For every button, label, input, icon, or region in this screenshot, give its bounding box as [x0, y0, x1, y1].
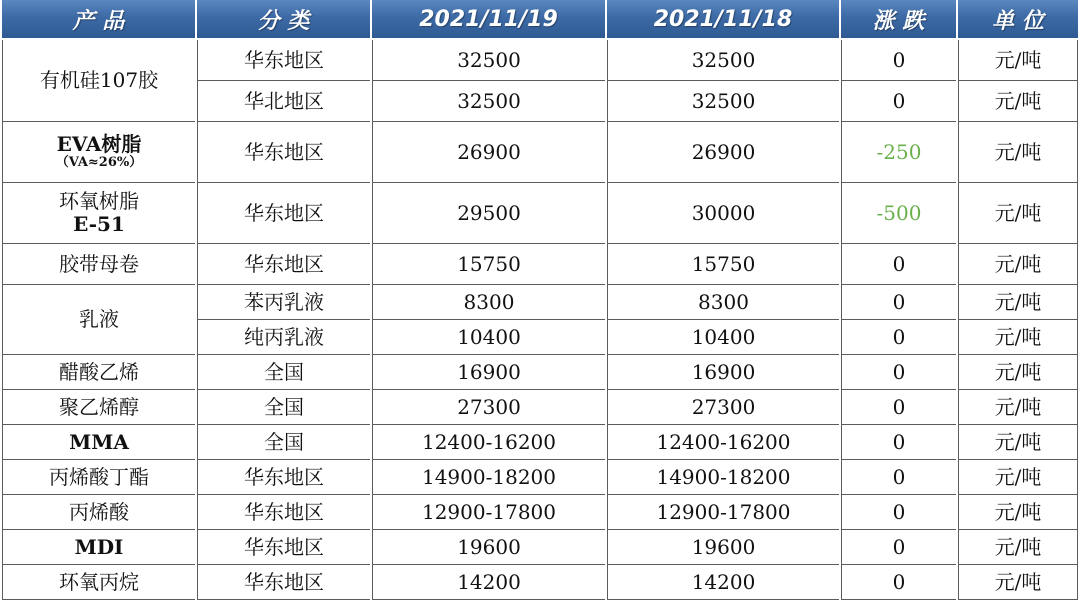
- header-category: 分 类: [197, 0, 370, 40]
- table-row: [2, 530, 1078, 565]
- product-cell: [2, 183, 195, 244]
- header-date-1: 2021/11/19: [372, 0, 605, 40]
- price-date-2: 8300: [607, 285, 839, 320]
- price-date-2: 12900-17800: [607, 495, 839, 530]
- unit-cell: 元/吨: [958, 244, 1078, 285]
- table-row: [2, 40, 1078, 81]
- change-cell: 0: [841, 495, 956, 530]
- region-cell: 苯丙乳液: [197, 285, 370, 320]
- region-cell: 华东地区: [197, 530, 370, 565]
- region-cell: 华东地区: [197, 122, 370, 183]
- table-row: [2, 183, 1078, 244]
- change-cell: 0: [841, 460, 956, 495]
- product-cell: 胶带母卷: [2, 244, 195, 285]
- price-date-2: 15750: [607, 244, 839, 285]
- table-row: [2, 355, 1078, 390]
- price-date-1: 29500: [372, 183, 605, 244]
- region-cell: 华北地区: [197, 81, 370, 122]
- price-date-2: 12400-16200: [607, 425, 839, 460]
- change-cell: 0: [841, 530, 956, 565]
- price-date-1: 15750: [372, 244, 605, 285]
- product-cell: [2, 122, 195, 183]
- table-row: [2, 244, 1078, 285]
- price-date-1: 32500: [372, 40, 605, 81]
- product-cell: 有机硅107胶: [2, 40, 195, 122]
- price-date-1: 19600: [372, 530, 605, 565]
- unit-cell: 元/吨: [958, 40, 1078, 81]
- price-date-2: 14200: [607, 565, 839, 600]
- change-cell: 0: [841, 320, 956, 355]
- change-cell: 0: [841, 390, 956, 425]
- product-cell: 乳液: [2, 285, 195, 355]
- price-date-2: 32500: [607, 81, 839, 122]
- table-row: [2, 285, 1078, 320]
- product-cell: MDI: [2, 530, 195, 565]
- product-cell: 醋酸乙烯: [2, 355, 195, 390]
- change-cell: 0: [841, 285, 956, 320]
- unit-cell: 元/吨: [958, 425, 1078, 460]
- region-cell: 华东地区: [197, 183, 370, 244]
- region-cell: 华东地区: [197, 495, 370, 530]
- price-date-2: 27300: [607, 390, 839, 425]
- change-cell: 0: [841, 244, 956, 285]
- product-subtitle: （VA≈26%）: [55, 155, 143, 171]
- product-name: 环氧树脂: [59, 189, 139, 213]
- price-date-1: 14900-18200: [372, 460, 605, 495]
- unit-cell: 元/吨: [958, 495, 1078, 530]
- region-cell: 全国: [197, 390, 370, 425]
- price-date-1: 12400-16200: [372, 425, 605, 460]
- region-cell: 华东地区: [197, 40, 370, 81]
- table-row: [2, 425, 1078, 460]
- price-date-1: 32500: [372, 81, 605, 122]
- header-row: [2, 0, 1078, 40]
- price-date-2: 14900-18200: [607, 460, 839, 495]
- price-date-2: 26900: [607, 122, 839, 183]
- header-unit: 单 位: [958, 0, 1078, 40]
- unit-cell: 元/吨: [958, 320, 1078, 355]
- table-row: [2, 495, 1078, 530]
- price-date-2: 19600: [607, 530, 839, 565]
- change-cell: 0: [841, 40, 956, 81]
- product-subtitle: E-51: [73, 212, 125, 236]
- table-row: [2, 565, 1078, 600]
- unit-cell: 元/吨: [958, 390, 1078, 425]
- unit-cell: 元/吨: [958, 565, 1078, 600]
- unit-cell: 元/吨: [958, 355, 1078, 390]
- unit-cell: 元/吨: [958, 183, 1078, 244]
- unit-cell: 元/吨: [958, 81, 1078, 122]
- change-cell: 0: [841, 355, 956, 390]
- product-cell: 丙烯酸丁酯: [2, 460, 195, 495]
- price-date-2: 30000: [607, 183, 839, 244]
- region-cell: 华东地区: [197, 244, 370, 285]
- header-change: 涨 跌: [841, 0, 956, 40]
- price-date-2: 10400: [607, 320, 839, 355]
- product-name: EVA树脂: [56, 132, 142, 157]
- price-date-2: 32500: [607, 40, 839, 81]
- price-date-1: 27300: [372, 390, 605, 425]
- price-date-1: 10400: [372, 320, 605, 355]
- price-date-2: 16900: [607, 355, 839, 390]
- header-date-2: 2021/11/18: [607, 0, 839, 40]
- unit-cell: 元/吨: [958, 460, 1078, 495]
- price-date-1: 26900: [372, 122, 605, 183]
- price-date-1: 14200: [372, 565, 605, 600]
- unit-cell: 元/吨: [958, 285, 1078, 320]
- product-cell: 聚乙烯醇: [2, 390, 195, 425]
- unit-cell: 元/吨: [958, 530, 1078, 565]
- change-cell: 0: [841, 425, 956, 460]
- region-cell: 华东地区: [197, 565, 370, 600]
- region-cell: 纯丙乳液: [197, 320, 370, 355]
- region-cell: 华东地区: [197, 460, 370, 495]
- unit-cell: 元/吨: [958, 122, 1078, 183]
- change-cell: 0: [841, 565, 956, 600]
- change-cell: -500: [841, 183, 956, 244]
- change-cell: 0: [841, 81, 956, 122]
- price-date-1: 16900: [372, 355, 605, 390]
- table-row: [2, 122, 1078, 183]
- change-cell: -250: [841, 122, 956, 183]
- header-product: 产 品: [2, 0, 195, 40]
- price-date-1: 12900-17800: [372, 495, 605, 530]
- region-cell: 全国: [197, 355, 370, 390]
- table-row: [2, 460, 1078, 495]
- region-cell: 全国: [197, 425, 370, 460]
- price-date-1: 8300: [372, 285, 605, 320]
- product-cell: 丙烯酸: [2, 495, 195, 530]
- table-row: [2, 390, 1078, 425]
- product-cell: MMA: [2, 425, 195, 460]
- product-cell: 环氧丙烷: [2, 565, 195, 600]
